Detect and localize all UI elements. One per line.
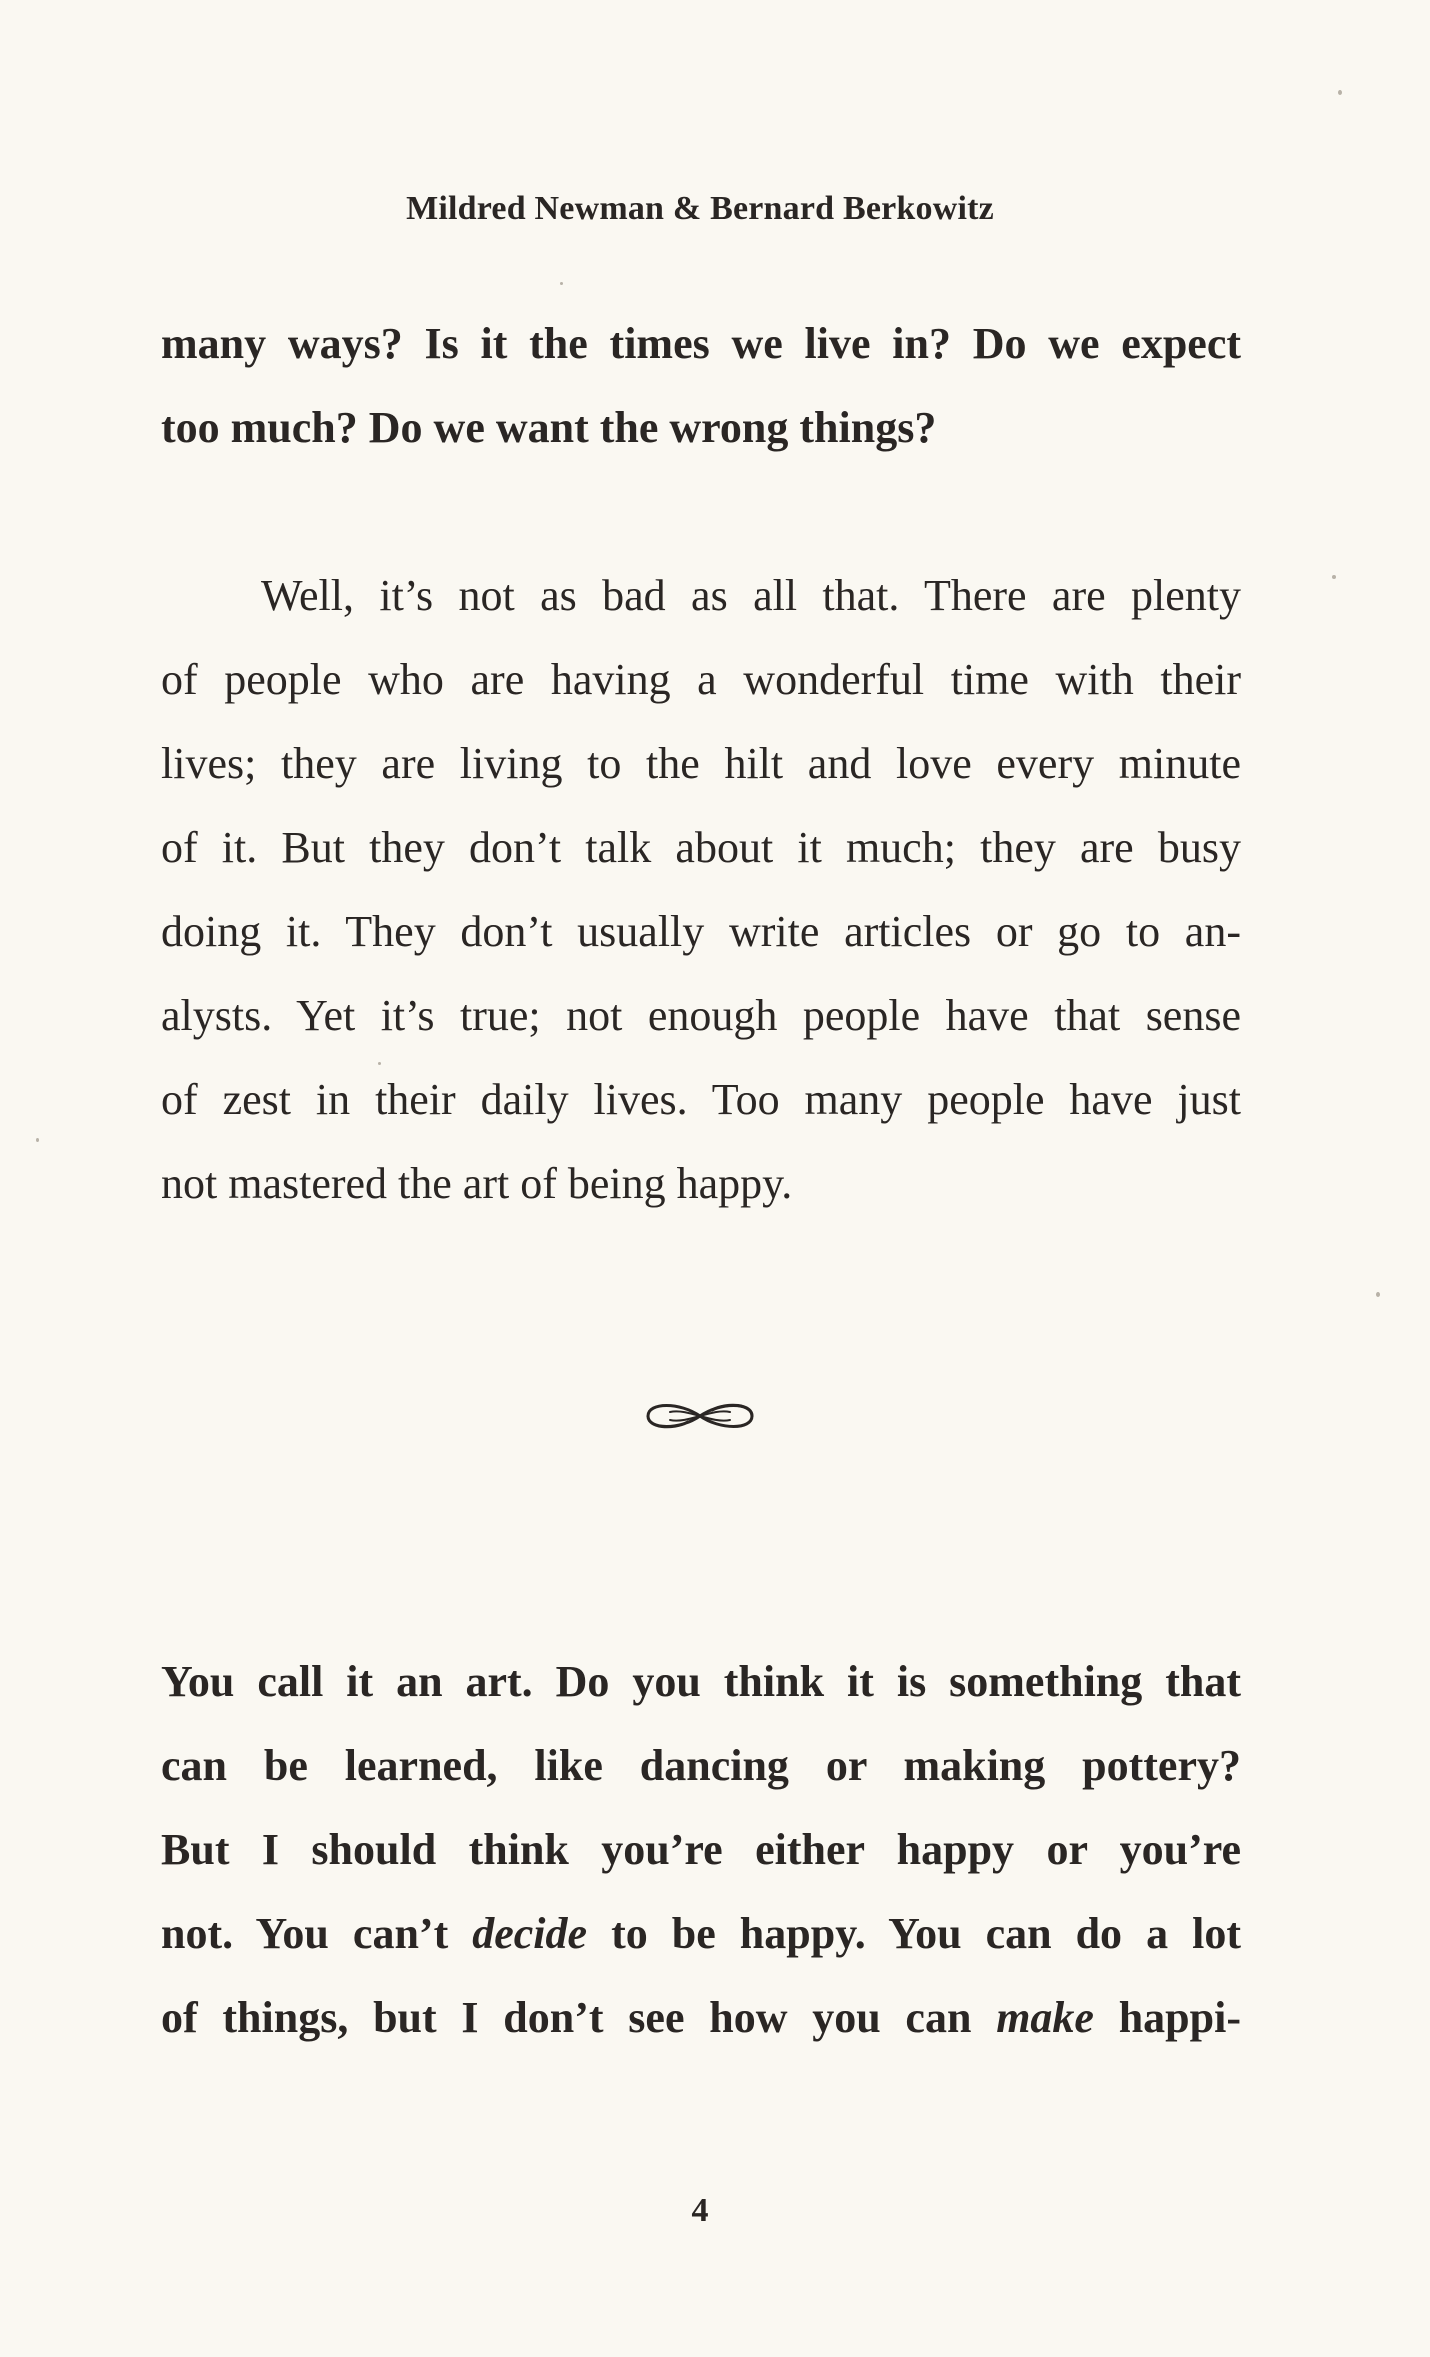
text-line: lives; they are living to the hilt and love every minute — [161, 739, 1241, 788]
scroll-flourish-icon — [640, 1390, 760, 1442]
text-line — [161, 1892, 1241, 1976]
answer-paragraph — [161, 554, 1241, 1226]
text-line: many ways? Is it the times we live in? Do we expect — [161, 319, 1241, 368]
paper-speck — [36, 1138, 39, 1142]
paper-speck — [1332, 575, 1336, 579]
paper-speck — [560, 282, 563, 285]
paper-speck — [1338, 90, 1342, 95]
text-line: Well, it’s not as bad as all that. There are plenty — [261, 571, 1241, 620]
text-line — [161, 1976, 1241, 2060]
paper-speck — [1376, 1292, 1380, 1297]
text-line: doing it. They don’t usually write articles or go to an- — [161, 907, 1241, 956]
text-run: of things, but I don’t see how you can — [161, 1993, 997, 2042]
text-line: alysts. Yet it’s true; not enough people have that sense — [161, 991, 1241, 1040]
question-paragraph — [161, 302, 1241, 470]
text-run: to be happy. You can do a lot — [587, 1909, 1241, 1958]
emphasis-text: make — [996, 1993, 1094, 2042]
running-head: Mildred Newman & Bernard Berkowitz — [406, 190, 994, 227]
emphasis-text: decide — [472, 1909, 588, 1958]
text-line: of it. But they don’t talk about it much; they are busy — [161, 823, 1241, 872]
text-line: of people who are having a wonderful time with their — [161, 655, 1241, 704]
text-line: of zest in their daily lives. Too many people have just — [161, 1075, 1241, 1124]
text-line: can be learned, like dancing or making pottery? — [161, 1741, 1241, 1790]
text-run: not. You can’t — [161, 1909, 473, 1958]
page-number: 4 — [691, 2192, 709, 2229]
text-line: You call it an art. Do you think it is something that — [161, 1657, 1241, 1706]
question-paragraph-2 — [161, 1640, 1241, 2060]
text-line: But I should think you’re either happy or you’re — [161, 1825, 1241, 1874]
text-line: not mastered the art of being happy. — [161, 1159, 793, 1208]
paper-speck — [378, 1062, 381, 1065]
text-run: happi- — [1093, 1993, 1241, 2042]
text-line: too much? Do we want the wrong things? — [161, 403, 937, 452]
